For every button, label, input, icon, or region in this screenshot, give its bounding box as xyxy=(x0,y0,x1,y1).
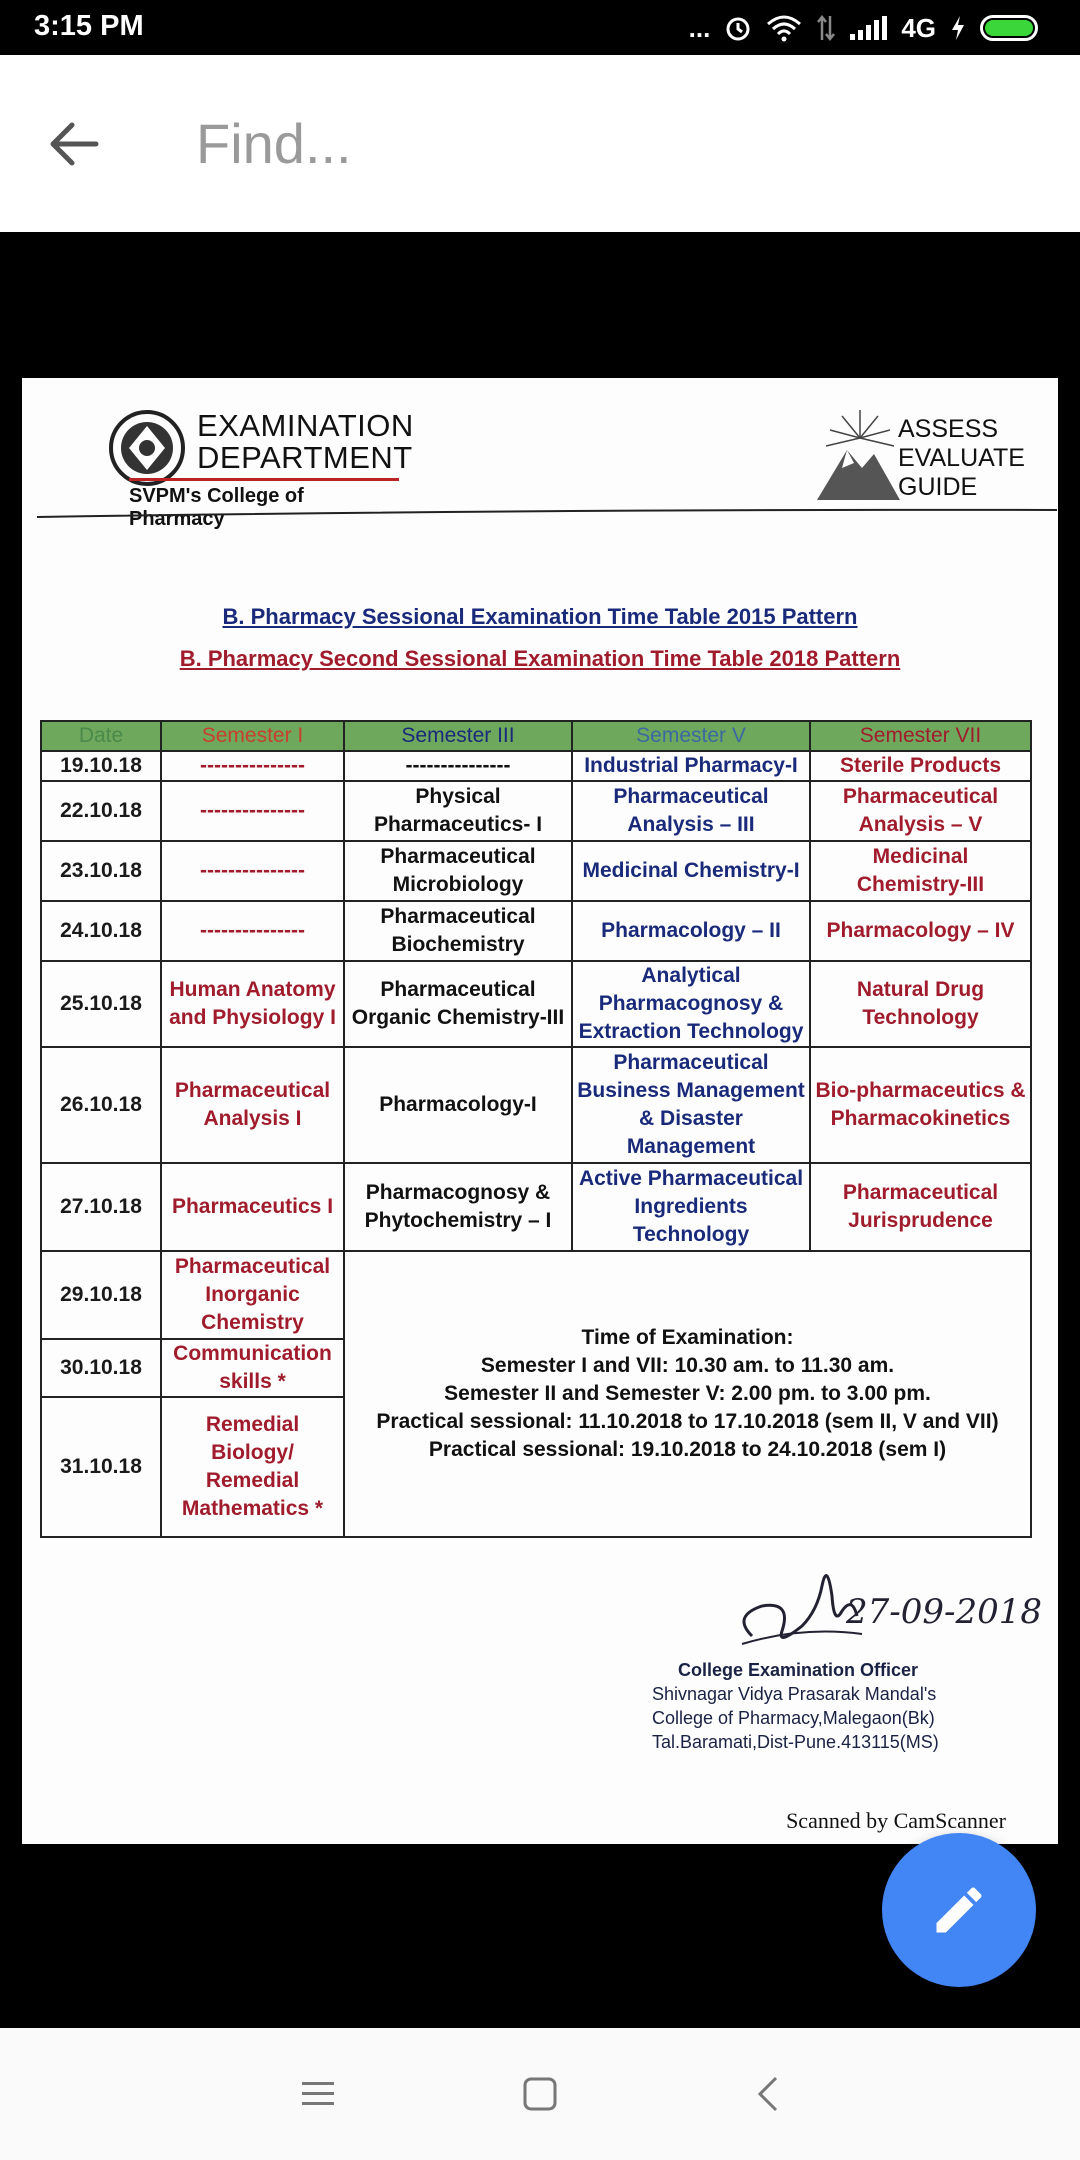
info-line: Time of Examination: xyxy=(581,1326,794,1349)
motto: ASSESS EVALUATE GUIDE xyxy=(898,415,1025,501)
department-title: EXAMINATION DEPARTMENT xyxy=(197,408,414,475)
officer-title: College Examination Officer xyxy=(678,1660,919,1680)
home-button[interactable] xyxy=(512,2066,568,2122)
menu-icon xyxy=(300,2078,336,2110)
sem1-cell: --------------- xyxy=(161,781,344,841)
sem5-cell: Pharmaceutical Business Management & Disaster Management xyxy=(572,1047,810,1163)
header-semester-5: Semester V xyxy=(572,721,810,751)
timetable xyxy=(40,720,1032,1538)
navigation-bar xyxy=(0,2028,1080,2160)
sem1-cell: Human Anatomy and Physiology I xyxy=(161,961,344,1047)
sem3-cell: Pharmaceutical Biochemistry xyxy=(344,901,572,961)
mountain-sun-logo-icon xyxy=(812,408,902,503)
sem1-cell: --------------- xyxy=(161,901,344,961)
data-arrows-icon xyxy=(816,14,836,42)
sem3-cell: Pharmacology-I xyxy=(344,1047,572,1163)
table-row xyxy=(41,841,1031,901)
sem5-cell: Medicinal Chemistry-I xyxy=(572,841,810,901)
info-line: Practical sessional: 11.10.2018 to 17.10.2018 (sem II, V and VII) xyxy=(376,1410,999,1433)
sem1-cell: --------------- xyxy=(161,841,344,901)
status-time: 3:15 PM xyxy=(34,10,144,42)
sem5-cell: Analytical Pharmacognosy & Extraction Technology xyxy=(572,961,810,1047)
signal-icon xyxy=(850,16,887,40)
college-name: SVPM's College of Pharmacy xyxy=(129,478,399,531)
title-2018-pattern: B. Pharmacy Second Sessional Examination Time Table 2018 Pattern xyxy=(179,646,901,671)
officer-line: College of Pharmacy,Malegaon(Bk) xyxy=(652,1708,935,1728)
sem1-cell: Remedial Biology/ Remedial Mathematics * xyxy=(161,1397,344,1537)
sem7-cell: Medicinal Chemistry-III xyxy=(810,841,1031,901)
menu-button[interactable] xyxy=(290,2066,346,2122)
sem7-cell: Pharmaceutical Jurisprudence xyxy=(810,1163,1031,1251)
header-semester-1: Semester I xyxy=(161,721,344,751)
sem7-cell: Natural Drug Technology xyxy=(810,961,1031,1047)
sem7-cell: Sterile Products xyxy=(810,751,1031,781)
exam-info-cell xyxy=(344,1251,1031,1537)
sem3-cell: --------------- xyxy=(344,751,572,781)
sem1-cell: Communication skills * xyxy=(161,1339,344,1397)
date-cell: 27.10.18 xyxy=(41,1163,161,1251)
officer-line: Shivnagar Vidya Prasarak Mandal's xyxy=(652,1684,937,1704)
edit-fab-button[interactable] xyxy=(882,1833,1036,1987)
back-button[interactable] xyxy=(740,2066,796,2122)
status-bar xyxy=(0,0,1080,55)
sem1-cell: Pharmaceutical Inorganic Chemistry xyxy=(161,1251,344,1339)
sem5-cell: Active Pharmaceutical Ingredients Technology xyxy=(572,1163,810,1251)
date-cell: 19.10.18 xyxy=(41,751,161,781)
sem3-cell: Physical Pharmaceutics- I xyxy=(344,781,572,841)
sem7-cell: Pharmacology – IV xyxy=(810,901,1031,961)
info-line: Semester II and Semester V: 2.00 pm. to 3.00 pm. xyxy=(444,1382,931,1405)
alarm-icon xyxy=(724,14,752,42)
document-page xyxy=(22,378,1058,1844)
officer-line: Tal.Baramati,Dist-Pune.413115(MS) xyxy=(652,1732,939,1752)
more-dots: ... xyxy=(688,12,711,43)
table-row xyxy=(41,1251,1031,1339)
sem5-cell: Pharmacology – II xyxy=(572,901,810,961)
wifi-icon xyxy=(766,14,802,42)
college-emblem-icon xyxy=(107,408,187,488)
sem3-cell: Pharmaceutical Microbiology xyxy=(344,841,572,901)
battery-icon xyxy=(980,15,1038,41)
back-arrow-icon[interactable] xyxy=(46,117,100,171)
sem5-cell: Pharmaceutical Analysis – III xyxy=(572,781,810,841)
date-cell: 25.10.18 xyxy=(41,961,161,1047)
title-2015-pattern: B. Pharmacy Sessional Examination Time Table 2015 Pattern xyxy=(222,604,858,629)
table-row xyxy=(41,1163,1031,1251)
table-row xyxy=(41,751,1031,781)
back-chevron-icon xyxy=(756,2075,780,2113)
find-bar xyxy=(0,55,1080,232)
officer-stamp xyxy=(652,1658,1012,1754)
date-cell: 23.10.18 xyxy=(41,841,161,901)
sem1-cell: --------------- xyxy=(161,751,344,781)
table-row xyxy=(41,961,1031,1047)
table-header-row xyxy=(41,721,1031,751)
table-row xyxy=(41,901,1031,961)
date-cell: 26.10.18 xyxy=(41,1047,161,1163)
signature-date: 27-09-2018 xyxy=(846,1592,1043,1632)
sem5-cell: Industrial Pharmacy-I xyxy=(572,751,810,781)
header-date: Date xyxy=(41,721,161,751)
sem7-cell: Bio-pharmaceutics & Pharmacokinetics xyxy=(810,1047,1031,1163)
pencil-icon xyxy=(929,1880,989,1940)
date-cell: 31.10.18 xyxy=(41,1397,161,1537)
header-divider xyxy=(37,508,1057,518)
sem3-cell: Pharmacognosy & Phytochemistry – I xyxy=(344,1163,572,1251)
date-cell: 24.10.18 xyxy=(41,901,161,961)
sem1-cell: Pharmaceutical Analysis I xyxy=(161,1047,344,1163)
sem3-cell: Pharmaceutical Organic Chemistry-III xyxy=(344,961,572,1047)
charging-icon xyxy=(950,14,966,42)
sem1-cell: Pharmaceutics I xyxy=(161,1163,344,1251)
date-cell: 29.10.18 xyxy=(41,1251,161,1339)
scanner-credit: Scanned by CamScanner xyxy=(786,1808,1006,1833)
network-type: 4G xyxy=(901,12,936,43)
info-line: Practical sessional: 19.10.2018 to 24.10.2018 (sem I) xyxy=(428,1438,947,1461)
date-cell: 30.10.18 xyxy=(41,1339,161,1397)
status-icons xyxy=(689,8,1038,48)
date-cell: 22.10.18 xyxy=(41,781,161,841)
home-square-icon xyxy=(522,2076,558,2112)
sem7-cell: Pharmaceutical Analysis – V xyxy=(810,781,1031,841)
table-row xyxy=(41,781,1031,841)
header-semester-3: Semester III xyxy=(344,721,572,751)
header-semester-7: Semester VII xyxy=(810,721,1031,751)
find-input[interactable] xyxy=(196,103,996,183)
info-line: Semester I and VII: 10.30 am. to 11.30 am. xyxy=(480,1354,895,1377)
table-row xyxy=(41,1047,1031,1163)
